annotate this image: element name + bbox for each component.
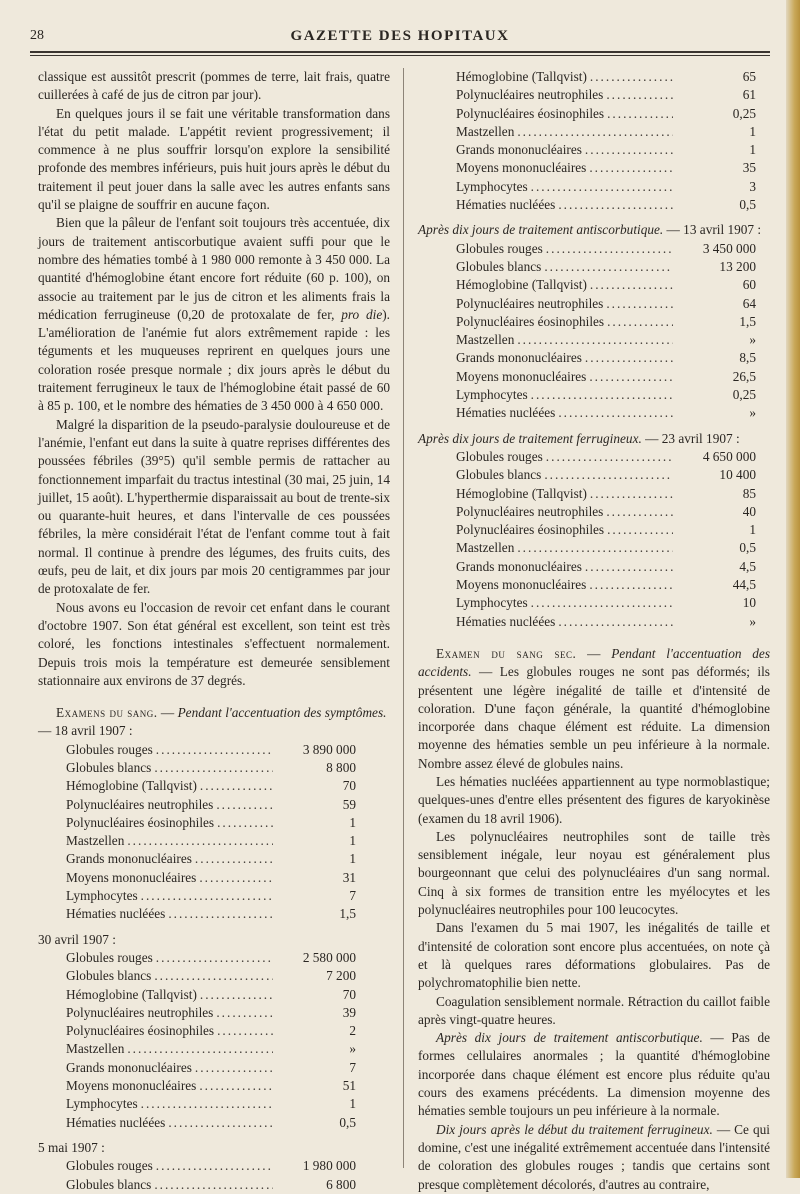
- row-label: Polynucléaires neutrophiles: [66, 796, 214, 812]
- row-value: 1: [349, 833, 356, 849]
- table-row: [456, 503, 756, 521]
- table-row: [66, 986, 356, 1004]
- row-label: Hématies nucléées: [66, 906, 166, 922]
- table-row: [66, 1095, 356, 1113]
- row-value: 7: [349, 888, 356, 904]
- table-row: [456, 141, 756, 159]
- paragraph: [38, 214, 390, 415]
- table-row: [456, 123, 756, 141]
- dot-leader: [168, 905, 273, 923]
- dot-leader: [200, 777, 273, 795]
- blood-table-5-mai-continued: [418, 68, 756, 214]
- dot-leader: [590, 68, 673, 86]
- dot-leader: [217, 814, 273, 832]
- row-label: Hémoglobine (Tallqvist): [456, 485, 587, 501]
- table-row: [456, 276, 756, 294]
- page-header: [30, 26, 770, 48]
- dot-leader: [590, 485, 673, 503]
- table-row: [456, 178, 756, 196]
- paragraph: En quelques jours il se fait une véritable transformation dans l'état du petit malade. L'appétit revient progressivement; il commence à ne plus souffrir lorsqu'on explore la sensibilité profonde des membres inférieurs, puis huit jours après le début du traitement il peut jouer dans la salle avec les autres enfants sans qu'il se plaigne de souffrir en aucune façon.: [38, 105, 390, 213]
- row-label: Lymphocytes: [66, 888, 138, 904]
- row-value: 3 450 000: [702, 240, 756, 256]
- row-value: 2 580 000: [302, 949, 356, 965]
- dot-leader: [558, 613, 673, 631]
- table-row: [66, 887, 356, 905]
- dot-leader: [195, 1059, 273, 1077]
- row-label: Moyens mononucléaires: [456, 368, 587, 384]
- table-row: [456, 386, 756, 404]
- paragraph: Les hématies nucléées appartiennent au type normoblastique; quelques-unes d'entre elles présentent des figures de karyokinèse (examen du 18 avril 1906).: [418, 773, 770, 826]
- row-label: Lymphocytes: [456, 387, 528, 403]
- dot-leader: [154, 759, 273, 777]
- dot-leader: [199, 1077, 273, 1095]
- table-row: [66, 1176, 356, 1194]
- table-row: [456, 313, 756, 331]
- dot-leader: [216, 796, 273, 814]
- row-value: 65: [742, 69, 756, 84]
- row-value: »: [749, 332, 756, 348]
- row-value: 1: [349, 1096, 356, 1112]
- row-label: Lymphocytes: [456, 178, 528, 194]
- table-row: [66, 1040, 356, 1058]
- row-label: Grands mononucléaires: [66, 851, 192, 867]
- dot-leader: [127, 832, 273, 850]
- row-value: 3 890 000: [302, 741, 356, 757]
- table-row: [66, 949, 356, 967]
- table-row: [66, 1022, 356, 1040]
- table-row: [456, 240, 756, 258]
- row-value: 8,5: [739, 350, 756, 366]
- row-value: 44,5: [732, 577, 756, 593]
- row-label: Polynucléaires neutrophiles: [456, 503, 604, 519]
- row-value: 0,25: [732, 387, 756, 403]
- row-value: 6 800: [326, 1176, 356, 1192]
- table-row: [66, 832, 356, 850]
- row-label: Globules blancs: [66, 759, 152, 775]
- row-label: Grands mononucléaires: [456, 350, 582, 366]
- row-label: Globules blancs: [456, 258, 542, 274]
- paragraph: Dans l'examen du 5 mai 1907, les inégalités de taille et d'intensité de coloration sont encore plus accentuées, on note çà et là quelques rares déformations globulaires. Pas de polychromatophilie bien nette.: [418, 920, 770, 991]
- dot-leader: [517, 331, 673, 349]
- left-column: [38, 68, 390, 1194]
- dot-leader: [585, 558, 673, 576]
- row-label: Lymphocytes: [66, 1096, 138, 1112]
- table-row: [66, 850, 356, 868]
- table-row: [456, 368, 756, 386]
- dot-leader: [607, 521, 673, 539]
- table-row: [456, 539, 756, 557]
- dot-leader: [607, 313, 673, 331]
- table-row: [456, 68, 756, 86]
- row-label: Hématies nucléées: [456, 405, 556, 421]
- section-heading-caps: Examens du sang.: [56, 705, 158, 721]
- row-value: 61: [742, 87, 756, 103]
- paragraph: classique est aussitôt prescrit (pommes de terre, lait frais, quatre cuillerées à café de jus de citron par jour).: [38, 69, 390, 103]
- paragraph-text: ). L'amélioration de l'anémie fut alors extrêmement rapide : les téguments et les muqueuses reprirent en quelques jours une coloration rosée presque normale ; dix jours après le début du traitement ferrugineux le taux de l'hémoglobine était passé de 60 à 85 p. 100, et le nombre des hématies de 3 450 000 à 4 650 000.: [38, 306, 390, 414]
- dot-leader: [589, 576, 673, 594]
- table-row: [456, 349, 756, 367]
- dot-leader: [168, 1114, 273, 1132]
- row-value: 0,5: [739, 540, 756, 556]
- table-row: [66, 759, 356, 777]
- page-edge: [786, 0, 800, 1178]
- row-value: 85: [742, 485, 756, 501]
- exam-date: 5 mai 1907 :: [38, 1139, 105, 1155]
- blood-table-30-avril: [38, 949, 356, 1132]
- table-row: [456, 258, 756, 276]
- row-value: 4,5: [739, 558, 756, 574]
- running-title: GAZETTE DES HOPITAUX: [290, 28, 510, 44]
- row-value: 1: [749, 123, 756, 139]
- row-value: 26,5: [732, 368, 756, 384]
- table-row: [66, 1004, 356, 1022]
- table-row: [66, 814, 356, 832]
- dot-leader: [585, 349, 673, 367]
- row-label: Globules blancs: [66, 1176, 152, 1192]
- paragraph: Coagulation sensiblement normale. Rétraction du caillot faible après vingt-quatre heures.: [418, 993, 770, 1027]
- row-value: 60: [742, 277, 756, 293]
- row-value: 7: [349, 1059, 356, 1075]
- dot-leader: [156, 741, 273, 759]
- table-row: [456, 466, 756, 484]
- row-value: 0,5: [739, 197, 756, 213]
- table-row: [66, 1077, 356, 1095]
- row-label: Hématies nucléées: [456, 613, 556, 629]
- row-label: Mastzellen: [66, 1041, 125, 1057]
- row-label: Hémoglobine (Tallqvist): [456, 277, 587, 293]
- row-label: Globules rouges: [456, 448, 543, 464]
- row-label: Moyens mononucléaires: [66, 869, 197, 885]
- paragraph: Examen du sang sec. — Pendant l'accentuation des accidents. — Les globules rouges ne sont pas déformés; ils présentent une légère inégalité de taille et d'intensité de coloration. D'une façon générale, la quantité d'hémoglobine incorporée dans chaque élément est réduite. La dimension moyenne des hématies semble un peu inférieure à la normale. Nombre assez élevé de globules nains.: [418, 645, 771, 771]
- row-label: Polynucléaires neutrophiles: [456, 87, 604, 103]
- table-row: [456, 558, 756, 576]
- table-row: [456, 594, 756, 612]
- dot-leader: [217, 1022, 273, 1040]
- row-label: Mastzellen: [456, 123, 515, 139]
- dot-leader: [544, 466, 673, 484]
- row-label: Polynucléaires éosinophiles: [456, 105, 605, 121]
- row-label: Mastzellen: [66, 833, 125, 849]
- row-value: 0,5: [339, 1114, 356, 1130]
- table-row: [66, 967, 356, 985]
- table-row: [66, 741, 356, 759]
- dot-leader: [200, 986, 273, 1004]
- dot-leader: [589, 368, 673, 386]
- row-value: 10: [742, 595, 756, 611]
- subheading: Après dix jours de traitement antiscorbutique. — 13 avril 1907 :: [418, 222, 762, 238]
- row-value: 35: [742, 160, 756, 176]
- table-row: [66, 777, 356, 795]
- table-row: [66, 1059, 356, 1077]
- row-value: 70: [342, 986, 356, 1002]
- dot-leader: [531, 178, 673, 196]
- blood-table-23-avril: [418, 448, 756, 631]
- row-label: Globules rouges: [456, 240, 543, 256]
- dot-leader: [141, 1095, 273, 1113]
- column-divider: [403, 68, 404, 1168]
- exam-date: — 18 avril 1907 :: [38, 723, 133, 739]
- paragraph: Malgré la disparition de la pseudo-paralysie douloureuse et de l'anémie, l'enfant eut dans la suite à quatre reprises différentes des poussées fébriles (39°5) qu'il semble permis de rattacher au fonctionnement imparfait du tractus intestinal (30 mai, 25 juin, 14 juillet, 15 août). L'hyperthermie disparaissait au bout de trente-six ou quarante-huit heures, et dans l'intervalle de ces poussées fébriles, la mère considérait l'état de l'enfant comme tout à fait normal. Il continue à prendre des légumes, des fruits cuits, des œufs, peu de lait, et dix jours par mois 20 centigrammes par jour de protoxalate de fer.: [38, 416, 390, 597]
- row-value: 31: [342, 869, 356, 885]
- table-row: [456, 196, 756, 214]
- row-label: Grands mononucléaires: [456, 142, 582, 158]
- dot-leader: [517, 123, 673, 141]
- page-number: 28: [30, 28, 44, 43]
- row-label: Globules blancs: [456, 467, 542, 483]
- row-value: 1,5: [739, 313, 756, 329]
- table-row: [456, 295, 756, 313]
- row-value: 1: [749, 142, 756, 158]
- table-row: [456, 485, 756, 503]
- dot-leader: [546, 240, 673, 258]
- table-row: [456, 331, 756, 349]
- table-row: [66, 1157, 356, 1175]
- paragraph-text: Bien que la pâleur de l'enfant soit toujours très accentuée, dix jours de traitement antiscorbutique avaient suffi pour que le nombre des hématies tombé à 1 980 000 remonte à 3 450 000. La quantité d'hémoglobine étant encore fort réduite (60 p. 100), on associe au traitement par le jus de citron et les aliments frais la médication ferrugineuse (0,20 de protoxalate de fer,: [38, 215, 390, 322]
- italic-term: pro die: [341, 306, 383, 322]
- row-value: 7 200: [326, 968, 356, 984]
- row-label: Polynucléaires éosinophiles: [66, 814, 215, 830]
- row-value: 1 980 000: [302, 1158, 356, 1174]
- row-value: 13 200: [719, 258, 756, 274]
- dot-leader: [558, 196, 673, 214]
- row-value: 59: [342, 796, 356, 812]
- row-label: Moyens mononucléaires: [456, 577, 587, 593]
- dot-leader: [154, 967, 273, 985]
- row-value: 1: [349, 851, 356, 867]
- table-row: [66, 869, 356, 887]
- table-row: [456, 521, 756, 539]
- row-label: Mastzellen: [456, 332, 515, 348]
- dot-leader: [141, 887, 273, 905]
- dot-leader: [154, 1176, 273, 1194]
- dot-leader: [216, 1004, 273, 1022]
- row-label: Hématies nucléées: [66, 1114, 166, 1130]
- dot-leader: [517, 539, 673, 557]
- section-heading-caps: Examen du sang sec.: [436, 645, 577, 661]
- row-value: 0,25: [732, 105, 756, 121]
- row-value: 3: [749, 178, 756, 194]
- blood-table-5-mai: [38, 1157, 356, 1194]
- row-value: 39: [342, 1004, 356, 1020]
- table-row: [456, 404, 756, 422]
- paragraph: Dix jours après le début du traitement ferrugineux. — Ce qui domine, c'est une inégalité extrêmement accentuée dans l'intensité de coloration des globules rouges ; tandis que certains sont presque complètement décolorés, d'autres au contraire,: [418, 1121, 770, 1192]
- paragraph: Nous avons eu l'occasion de revoir cet enfant dans le courant d'octobre 1907. Son état général est excellent, son teint est très coloré, les fonctions intestinales s'effectuent normalement. Depuis trois mois la température est demeurée sensiblement stationnaire aux environs de 37 degrés.: [38, 599, 390, 688]
- dot-leader: [127, 1040, 273, 1058]
- table-row: [66, 905, 356, 923]
- dot-leader: [585, 141, 673, 159]
- row-value: 1: [349, 814, 356, 830]
- blood-table-18-avril: [38, 741, 356, 924]
- dot-leader: [589, 159, 673, 177]
- row-value: 2: [349, 1023, 356, 1039]
- row-label: Hémoglobine (Tallqvist): [66, 778, 197, 794]
- table-row: [456, 448, 756, 466]
- row-label: Hémoglobine (Tallqvist): [456, 69, 587, 84]
- table-row: [456, 159, 756, 177]
- section-heading: Examens du sang. — Pendant l'accentuation des symptômes.: [56, 705, 387, 721]
- row-value: »: [349, 1041, 356, 1057]
- row-value: »: [749, 613, 756, 629]
- paragraph: Les polynucléaires neutrophiles sont de taille très sensiblement inégale, leur noyau est généralement plus bourgeonnant que celui des polynucléaires d'un sang normal. Cinq à six formes de transition entre les myélocytes et les polynucléaires neutrophiles pour 100 leucocytes.: [418, 828, 770, 918]
- dot-leader: [531, 594, 673, 612]
- dot-leader: [606, 503, 673, 521]
- row-label: Polynucléaires éosinophiles: [66, 1023, 215, 1039]
- row-label: Globules rouges: [66, 949, 153, 965]
- row-value: 64: [742, 295, 756, 311]
- dot-leader: [606, 295, 673, 313]
- subheading: Après dix jours de traitement ferrugineux. — 23 avril 1907 :: [418, 430, 740, 446]
- dot-leader: [544, 258, 673, 276]
- row-label: Polynucléaires neutrophiles: [66, 1004, 214, 1020]
- row-value: 51: [342, 1078, 356, 1094]
- row-label: Polynucléaires neutrophiles: [456, 295, 604, 311]
- dot-leader: [558, 404, 673, 422]
- row-label: Globules rouges: [66, 1158, 153, 1174]
- exam-date: 30 avril 1907 :: [38, 931, 116, 947]
- row-value: »: [749, 405, 756, 421]
- row-value: 10 400: [719, 467, 756, 483]
- dot-leader: [531, 386, 673, 404]
- table-row: [456, 105, 756, 123]
- row-label: Globules blancs: [66, 968, 152, 984]
- row-value: 1,5: [339, 906, 356, 922]
- row-value: 1: [749, 522, 756, 538]
- dot-leader: [606, 86, 673, 104]
- row-label: Polynucléaires éosinophiles: [456, 313, 605, 329]
- dot-leader: [156, 949, 273, 967]
- paragraph: Après dix jours de traitement antiscorbutique. — Pas de formes cellulaires anormales ; la quantité d'hémoglobine incorporée dans chaque élément est encore plus réduite qu'au cours des examens précédents. La dimension moyenne des hématies semble toujours un peu inférieure à la normale.: [418, 1030, 770, 1119]
- header-rule: [30, 51, 770, 56]
- row-label: Moyens mononucléaires: [456, 160, 587, 176]
- row-label: Polynucléaires éosinophiles: [456, 522, 605, 538]
- row-value: 8 800: [326, 759, 356, 775]
- dot-leader: [156, 1157, 273, 1175]
- section-heading-italic: Pendant l'accentuation des symptômes.: [177, 705, 387, 721]
- row-label: Grands mononucléaires: [66, 1059, 192, 1075]
- table-row: [456, 86, 756, 104]
- row-label: Hématies nucléées: [456, 197, 556, 213]
- row-label: Mastzellen: [456, 540, 515, 556]
- dot-leader: [195, 850, 273, 868]
- dot-leader: [199, 869, 273, 887]
- row-label: Grands mononucléaires: [456, 558, 582, 574]
- dot-leader: [607, 105, 673, 123]
- table-row: [66, 1114, 356, 1132]
- row-label: Hémoglobine (Tallqvist): [66, 986, 197, 1002]
- blood-table-13-avril: [418, 240, 756, 423]
- row-value: 40: [742, 503, 756, 519]
- table-row: [456, 613, 756, 631]
- row-label: Globules rouges: [66, 741, 153, 757]
- dot-leader: [546, 448, 673, 466]
- row-label: Moyens mononucléaires: [66, 1078, 197, 1094]
- row-label: Lymphocytes: [456, 595, 528, 611]
- dot-leader: [590, 276, 673, 294]
- right-column: [418, 68, 770, 1194]
- table-row: [66, 796, 356, 814]
- row-value: 70: [342, 778, 356, 794]
- table-row: [456, 576, 756, 594]
- row-value: 4 650 000: [702, 448, 756, 464]
